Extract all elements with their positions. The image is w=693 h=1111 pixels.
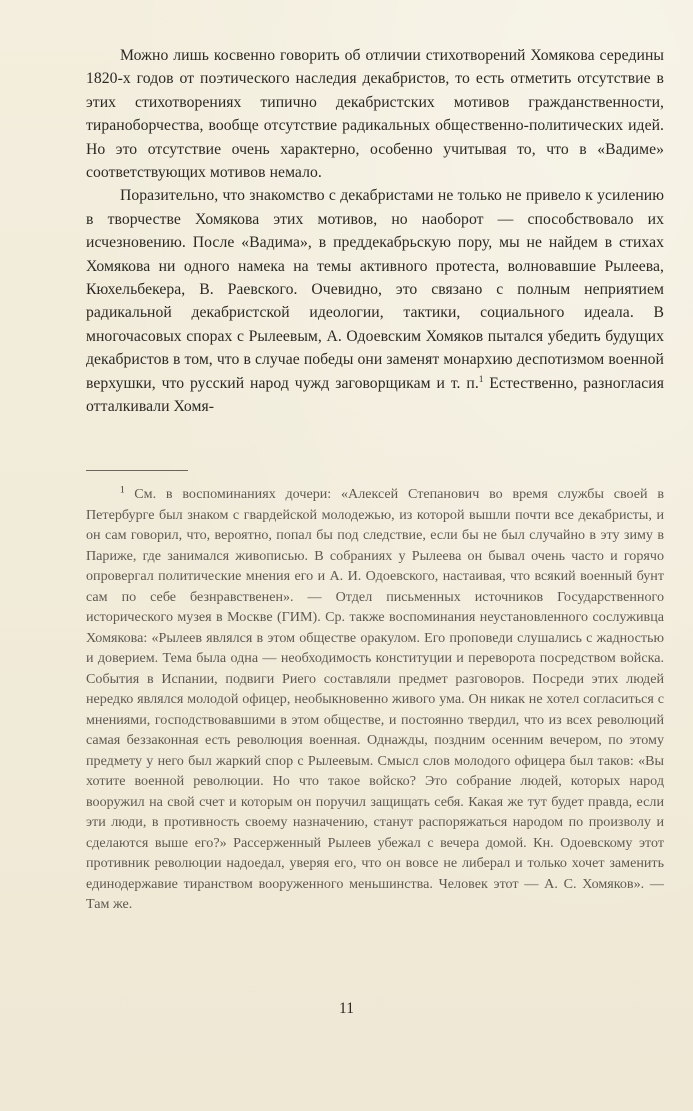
footnote-reference: 1 (478, 373, 484, 384)
page-number: 11 (339, 1000, 354, 1017)
paragraph-2-ending: Естественно, разногласия отталкивали Хомя- (86, 374, 664, 416)
footnote-marker: 1 (120, 484, 125, 495)
footnote-paragraph (86, 484, 664, 915)
paragraph-2-text: Поразительно, что знакомство с декабристами не только не привело к усилению в творчестве Хомякова этих мотивов, но наоборот — способствовало их исчезновению. После «Вадима», в преддекабрьскую пору, мы не найдем в стихах Хомякова ни одного намека на темы активного протеста, волновавшие Рылеева, Кюхельбекера, В. Раевского. Очевидно, это связано с полным неприятием радикальной декабристской идеологии, тактики, социального идеала. В многочасовых спорах с Рылеевым, А. Одоевским Хомяков пытался убедить будущих декабристов в том, что в случае победы они заменят монархию деспотизмом военной верхушки, что русский народ чужд заговорщикам и т. п. (86, 187, 664, 392)
footnote-text: См. в воспоминаниях дочери: «Алексей Степанович во время службы своей в Петербурге был знаком с гвардейской молодежью, из которой вышли почти все декабристы, и он сам говорил, что, вероятно, попал бы под следствие, если бы не был случайно в эту зиму в Париже, где занимался живописью. В собраниях у Рылеева он бывал очень часто и горячо опровергал политические мнения его и А. И. Одоевского, настаивая, что всякий военный бунт сам по себе безнравственен». — Отдел письменных источников Государственного исторического музея в Москве (ГИМ). Ср. также воспоминания неустановленного сослуживца Хомякова: «Рылеев являлся в этом обществе оракулом. Его проповеди слушались с жадностью и доверием. Тема была одна — необходимость конституции и переворота посредством войска. События в Испании, подвиги Риего составляли предмет разговоров. Посреди этих людей нередко являлся молодой офицер, необыкновенно живого ума. Он никак не хотел согласиться с мнениями, господствовавшими в этом обществе, и постоянно твердил, что из всех революций самая беззаконная есть революция военная. Однажды, поздним осенним вечером, по этому предмету у него был жаркий спор с Рылеевым. Смысл слов молодого офицера был таков: «Вы хотите военной революции. Но что такое войско? Это собрание людей, которых народ вооружил на свой счет и которым он поручил защищать себя. Какая же тут будет правда, если эти люди, в противность своему назначению, станут распоряжаться народом по произволу и сделаются выше его?» Рассерженный Рылеев убежал с вечера домой. Кн. Одоевскому этот противник революции надоедал, уверяя его, что он вовсе не либерал и только хочет заменить единодержавие тиранством вооруженного меньшинства. Человек этот — А. С. Хомяков». — Там же. (86, 486, 664, 912)
footnote (86, 484, 664, 915)
paragraph-1-text: Можно лишь косвенно говорить об отличии стихотворений Хомякова середины 1820-х годов от поэтического наследия декабристов, то есть отметить отсутствие в этих стихотворениях типично декабристских мотивов гражданственности, тираноборчества, вообще отсутствие радикальных общественно-политических идей. Но это отсутствие очень характерно, особенно учитывая то, что в «Вадиме» соответствующих мотивов немало. (86, 47, 664, 182)
paragraph-2 (86, 184, 664, 418)
main-text (86, 44, 664, 419)
footnote-divider (86, 470, 188, 471)
paragraph-1 (86, 44, 664, 184)
